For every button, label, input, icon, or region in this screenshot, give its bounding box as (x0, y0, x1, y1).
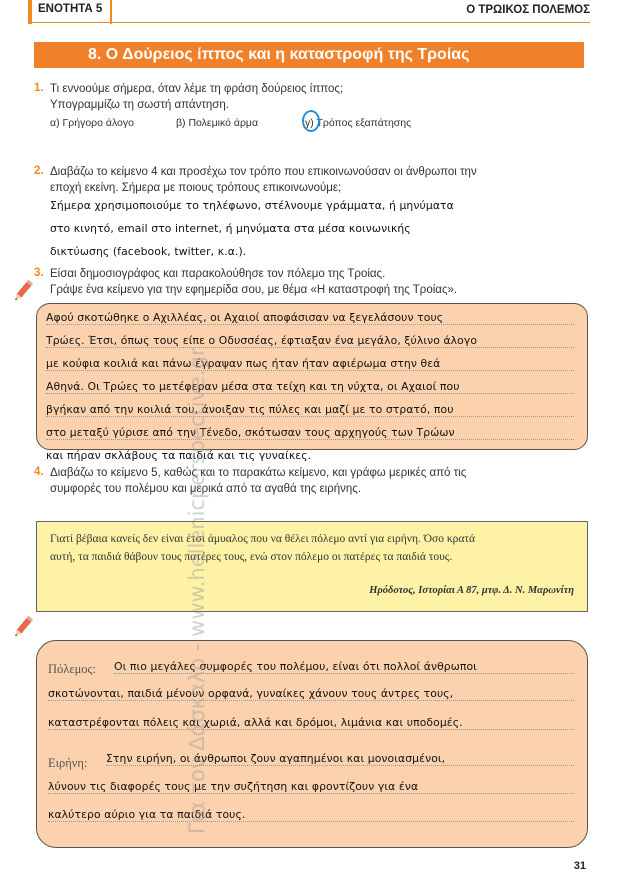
chapter-title: Ο ΤΡΩΙΚΟΣ ΠΟΛΕΜΟΣ (466, 4, 590, 16)
q2-line1: Διαβάζω το κείμενο 4 και προσέχω τον τρόπο που επικοινωνούσαν οι άνθρωποι την (50, 166, 477, 178)
quote-source: Ηρόδοτος, Ιστορίαι Α 87, μτφ. Δ. Ν. Μαρωνίτη (369, 585, 574, 596)
q3-line2: Γράψε ένα κείμενο για την εφημερίδα σου, με θέμα «Η καταστροφή της Τροίας». (50, 284, 458, 296)
war-answer-line: καταστρέφονται πόλεις και χωριά, αλλά και δρόμοι, λιμάνια και υποδομές. (48, 716, 574, 730)
quote-line2: αυτή, τα παιδιά θάβουν τους πατέρες τους, ενώ στον πόλεμο οι πατέρες τα παιδιά τους. (50, 551, 453, 563)
q3-line1: Είσαι δημοσιογράφος και παρακολούθησε τον πόλεμο της Τροίας. (50, 268, 386, 280)
q1-option-b: β) Πολεμικό άρμα (176, 117, 259, 129)
q3-answer-line: Αφού σκοτώθηκε ο Αχιλλέας, οι Αχαιοί αποφάσισαν να ξεγελάσουν τους (46, 311, 574, 325)
answer-circle-mark (302, 110, 320, 132)
q2-answer-line: Σήμερα χρησιμοποιούμε το τηλέφωνο, στέλνουμε γράμματα, ή μηνύματα (50, 199, 454, 212)
q2-answer-line: δικτύωσης (facebook, twitter, κ.α.). (50, 245, 247, 258)
peace-label: Ειρήνη: (48, 756, 88, 770)
q2-number: 2. (34, 165, 44, 177)
war-answer-line: Οι πιο μεγάλες συμφορές του πολέμου, είναι ότι πολλοί άνθρωποι (114, 660, 574, 674)
lesson-title: 8. Ο Δούρειος ίππος και η καταστροφή της Τροίας (34, 42, 584, 68)
quote-line1: Γιατί βέβαια κανείς δεν είναι έτσι άμυαλος που να θέλει πόλεμο αντί για ειρήνη. Όσο κρατά (50, 533, 476, 545)
watermark-text: Για τον Δάσκαλο - www.hellenicperspective.gr (185, 347, 209, 834)
q4-line2: συμφορές του πολέμου και μερικά από τα αγαθά της ειρήνης. (50, 483, 362, 495)
war-answer-line: σκοτώνονται, παιδιά μένουν ορφανά, γυναίκες χάνουν τους άντρες τους, (48, 687, 574, 701)
pencil-icon (10, 278, 36, 304)
q1-option-c: γ) Τρόπος εξαπάτησης (305, 117, 412, 129)
peace-answer-line: καλύτερο αύριο για τα παιδιά τους. (48, 808, 574, 822)
header-divider (28, 22, 590, 23)
q1-option-a: α) Γρήγορο άλογο (50, 117, 134, 129)
q3-answer-line: και πήραν σκλάβους τα παιδιά και τις γυναίκες. (46, 449, 312, 462)
q2-line2: εποχή εκείνη. Σήμερα με ποιους τρόπους επικοινωνούμε; (50, 182, 342, 194)
unit-label: ΕΝΟΤΗΤΑ 5 (28, 0, 112, 24)
q3-answer-line: στο μεταξύ γύρισε από την Τένεδο, σκότωσαν τους αρχηγούς των Τρώων (46, 426, 574, 440)
q3-answer-line: Αθηνά. Οι Τρώες το μετέφεραν μέσα στα τείχη και τη νύχτα, οι Αχαιοί που (46, 380, 574, 394)
q1-number: 1. (34, 82, 44, 94)
q1-line2: Υπογραμμίζω τη σωστή απάντηση. (50, 99, 229, 111)
q3-answer-line: Τρώες. Έτσι, όπως τους είπε ο Οδυσσέας, έφτιαξαν ένα μεγάλο, ξύλινο άλογο (46, 334, 574, 348)
q4-number: 4. (34, 466, 44, 478)
q3-answer-line: βγήκαν από την κοιλιά του, άνοιξαν τις πύλες και μαζί με το στρατό, που (46, 403, 574, 417)
q1-line1: Τι εννοούμε σήμερα, όταν λέμε τη φράση δούρειος ίππος; (50, 83, 344, 95)
q3-number: 3. (34, 267, 44, 279)
watermark (176, 186, 216, 836)
page-number: 31 (573, 860, 586, 872)
pencil-icon (10, 614, 36, 640)
q2-answer-line: στο κινητό, email στο internet, ή μηνύματα στα μέσα κοινωνικής (50, 222, 411, 235)
peace-answer-line: Στην ειρήνη, οι άνθρωποι ζουν αγαπημένοι και μονοιασμένοι, (106, 752, 574, 766)
peace-answer-line: λύνουν τις διαφορές τους με την συζήτηση και φροντίζουν για ένα (48, 780, 574, 794)
q4-line1: Διαβάζω το κείμενο 5, καθώς και το παρακάτω κείμενο, και γράφω μερικές από τις (50, 467, 467, 479)
q3-answer-line: με κούφια κοιλιά και πάνω έγραψαν πως ήταν ήταν αφιέρωμα στην θεά (46, 357, 574, 371)
war-label: Πόλεμος: (48, 662, 96, 676)
